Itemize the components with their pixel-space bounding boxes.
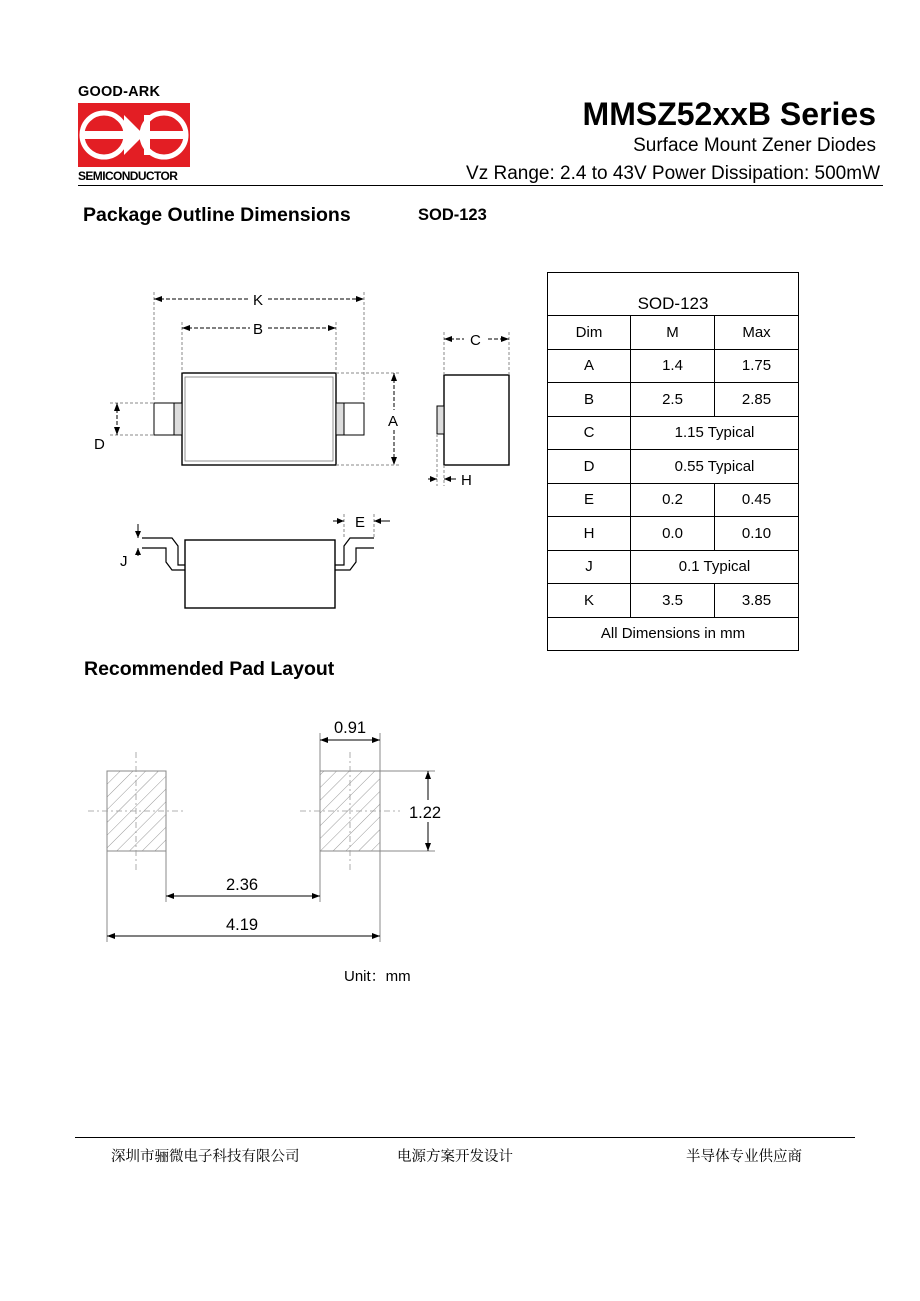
- table-row: [548, 450, 799, 484]
- table-cell-max: 3.85: [715, 584, 799, 618]
- table-cell-typical: 0.1 Typical: [631, 550, 799, 584]
- pad-gap-label: 2.36: [226, 876, 259, 894]
- table-cell-min: 2.5: [631, 383, 715, 417]
- voltage-power-range: Vz Range: 2.4 to 43V Power Dissipation: 500mW: [466, 163, 880, 184]
- dim-label-d: D: [94, 436, 105, 453]
- table-row: [548, 383, 799, 417]
- table-cell-min: 1.4: [631, 349, 715, 383]
- table-cell-min: 0.2: [631, 483, 715, 517]
- table-cell-dim: B: [548, 383, 631, 417]
- table-cell-max: 1.75: [715, 349, 799, 383]
- table-cell-min: 0.0: [631, 517, 715, 551]
- unit-note: Unit：mm: [344, 968, 411, 985]
- dim-label-e: E: [355, 514, 366, 531]
- footer-service: 电源方案开发设计: [397, 1149, 513, 1165]
- dim-label-k: K: [253, 292, 264, 309]
- pad-layout-heading: Recommended Pad Layout: [84, 658, 335, 680]
- logo-brand-top: GOOD-ARK: [78, 84, 161, 100]
- table-row: [548, 517, 799, 551]
- table-header: Dim: [548, 316, 631, 350]
- table-cell-dim: A: [548, 349, 631, 383]
- footer-company: 深圳市骊微电子科技有限公司: [111, 1149, 300, 1165]
- pad-width-label: 0.91: [334, 719, 367, 737]
- pad-layout-drawing: [0, 0, 540, 960]
- logo-brand-bottom: SEMICONDUCTOR: [78, 169, 178, 183]
- dim-label-c: C: [470, 332, 481, 349]
- package-code: SOD-123: [418, 206, 487, 224]
- footer-supplier: 半导体专业供应商: [686, 1149, 802, 1165]
- table-header-row: [548, 316, 799, 350]
- table-cell-typical: 1.15 Typical: [631, 416, 799, 450]
- pad-height-label: 1.22: [409, 804, 442, 822]
- table-cell-dim: E: [548, 483, 631, 517]
- table-header: Max: [715, 316, 799, 350]
- table-cell-max: 0.10: [715, 517, 799, 551]
- dim-label-h: H: [461, 472, 472, 489]
- pad-total-label: 4.19: [226, 916, 259, 934]
- table-title: SOD-123: [548, 273, 799, 316]
- table-cell-dim: C: [548, 416, 631, 450]
- table-row: [548, 584, 799, 618]
- table-cell-max: 2.85: [715, 383, 799, 417]
- dim-label-j: J: [120, 553, 128, 570]
- package-outline-heading: Package Outline Dimensions: [83, 204, 351, 226]
- table-row: [548, 550, 799, 584]
- table-cell-typical: 0.55 Typical: [631, 450, 799, 484]
- series-title: MMSZ52xxB Series: [582, 96, 876, 132]
- table-cell-min: 3.5: [631, 584, 715, 618]
- table-footer: All Dimensions in mm: [548, 617, 799, 651]
- table-header: M: [631, 316, 715, 350]
- dimensions-table: [547, 272, 799, 651]
- table-cell-dim: D: [548, 450, 631, 484]
- table-cell-dim: J: [548, 550, 631, 584]
- table-cell-dim: K: [548, 584, 631, 618]
- footer-divider: [75, 1137, 855, 1138]
- table-cell-max: 0.45: [715, 483, 799, 517]
- dim-label-b: B: [253, 321, 264, 338]
- table-row: [548, 349, 799, 383]
- dim-label-a: A: [388, 413, 399, 430]
- table-row: [548, 483, 799, 517]
- table-cell-dim: H: [548, 517, 631, 551]
- product-subtitle: Surface Mount Zener Diodes: [633, 135, 876, 156]
- table-row: [548, 416, 799, 450]
